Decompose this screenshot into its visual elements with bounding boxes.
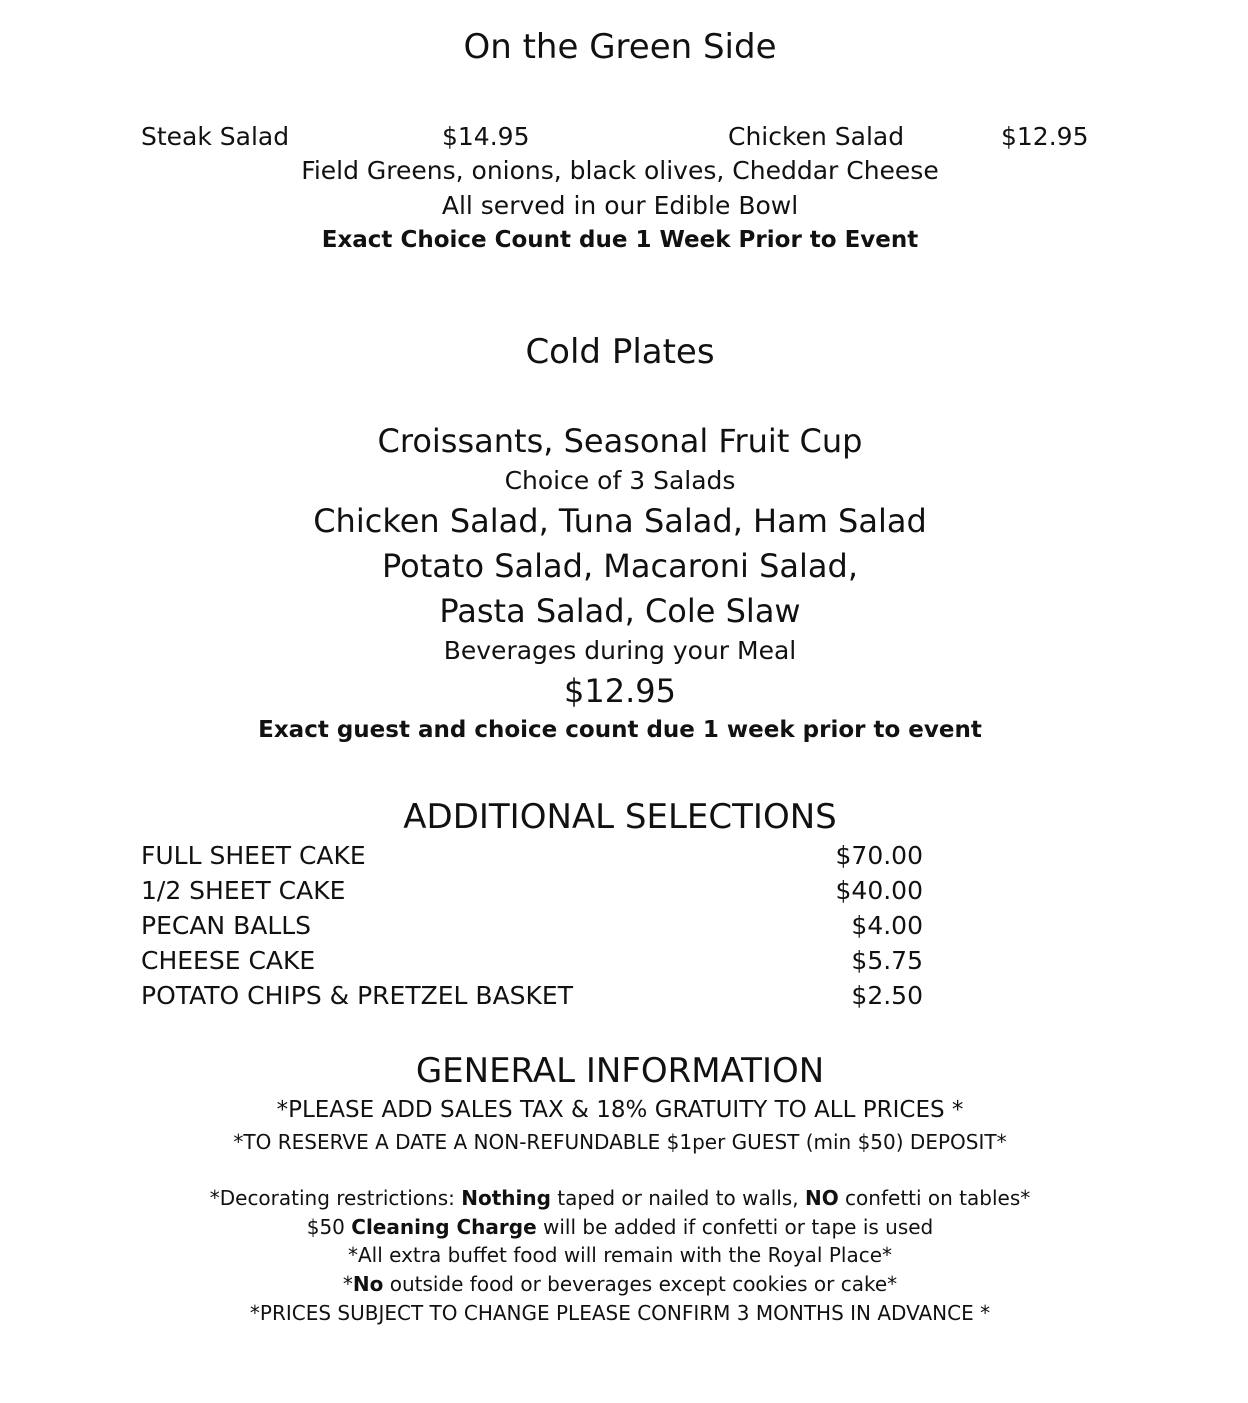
steak-salad-price: $14.95 [442, 122, 530, 151]
cold-plates-salads-line1: Chicken Salad, Tuna Salad, Ham Salad [313, 502, 927, 540]
general-prices: *PRICES SUBJECT TO CHANGE PLEASE CONFIRM 3 MONTHS IN ADVANCE * [249, 1301, 991, 1325]
cold-plates-choice: Choice of 3 Salads [504, 466, 736, 495]
outside-emphasis: No [352, 1272, 384, 1296]
decor-text: taped or nailed to walls, [550, 1186, 805, 1210]
additional-item-name: FULL SHEET CAKE [141, 841, 366, 870]
outside-text: outside food or beverages except cookies or cake* [383, 1272, 898, 1296]
cold-plates-salads-line3: Pasta Salad, Cole Slaw [439, 592, 801, 630]
additional-item-name: POTATO CHIPS & PRETZEL BASKET [141, 981, 573, 1010]
decor-text: *Decorating restrictions: [209, 1186, 462, 1210]
green-side-served: All served in our Edible Bowl [441, 191, 799, 220]
general-title: GENERAL INFORMATION [415, 1051, 825, 1091]
steak-salad-name: Steak Salad [141, 122, 290, 151]
additional-item-price: $70.00 [835, 841, 923, 870]
decor-emphasis: Nothing [461, 1186, 551, 1210]
cleaning-text: $50 [306, 1215, 352, 1239]
general-decor [0, 1186, 1240, 1210]
cold-plates-title: Cold Plates [525, 332, 715, 372]
cleaning-emphasis: Cleaning Charge [351, 1215, 537, 1239]
additional-item-price: $2.50 [851, 981, 923, 1010]
decor-text: confetti on tables* [838, 1186, 1031, 1210]
general-outside [0, 1272, 1240, 1296]
cleaning-text: will be added if confetti or tape is used [536, 1215, 934, 1239]
chicken-salad-price: $12.95 [1001, 122, 1089, 151]
additional-item-name: PECAN BALLS [141, 911, 312, 940]
general-tax: *PLEASE ADD SALES TAX & 18% GRATUITY TO ALL PRICES * [276, 1097, 964, 1123]
cold-plates-note: Exact guest and choice count due 1 week prior to event [258, 717, 982, 743]
cold-plates-headline: Croissants, Seasonal Fruit Cup [377, 422, 863, 460]
additional-item-name: CHEESE CAKE [141, 946, 316, 975]
additional-item-name: 1/2 SHEET CAKE [141, 876, 346, 905]
cold-plates-beverages: Beverages during your Meal [443, 636, 797, 665]
additional-title: ADDITIONAL SELECTIONS [403, 797, 837, 837]
outside-text: * [342, 1272, 353, 1296]
green-side-title: On the Green Side [463, 27, 777, 67]
green-side-note: Exact Choice Count due 1 Week Prior to Event [321, 227, 919, 253]
decor-emphasis: NO [804, 1186, 839, 1210]
general-buffet: *All extra buffet food will remain with the Royal Place* [347, 1243, 893, 1267]
cold-plates-salads-line2: Potato Salad, Macaroni Salad, [382, 547, 858, 585]
chicken-salad-name: Chicken Salad [728, 122, 905, 151]
additional-item-price: $4.00 [851, 911, 923, 940]
general-deposit: *TO RESERVE A DATE A NON-REFUNDABLE $1per GUEST (min $50) DEPOSIT* [233, 1130, 1007, 1154]
additional-item-price: $40.00 [835, 876, 923, 905]
green-side-description: Field Greens, onions, black olives, Cheddar Cheese [301, 156, 939, 185]
additional-item-price: $5.75 [851, 946, 923, 975]
cold-plates-price: $12.95 [564, 672, 676, 710]
general-cleaning [0, 1215, 1240, 1239]
